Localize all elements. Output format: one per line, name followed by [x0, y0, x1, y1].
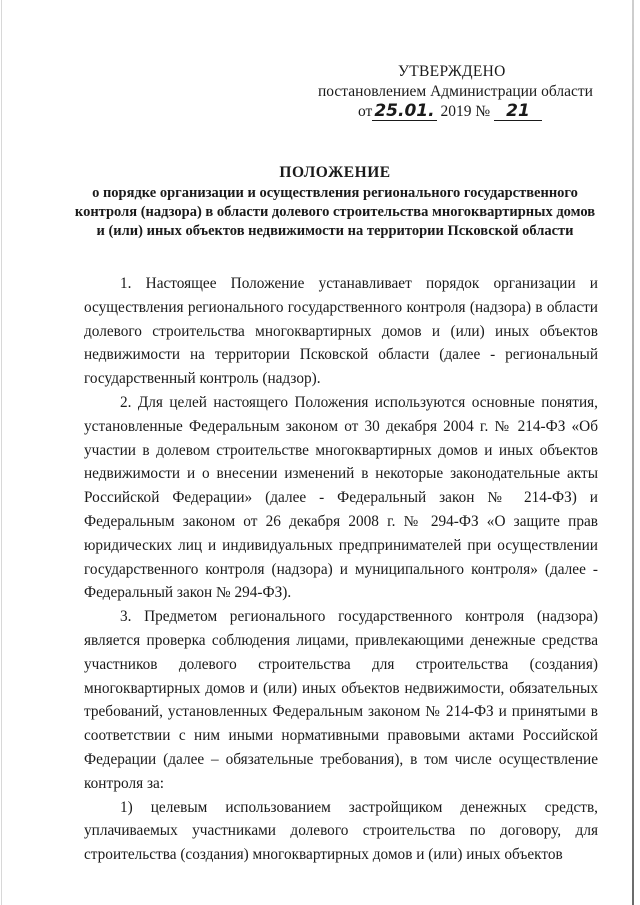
date-prefix: от [358, 103, 373, 120]
document-subtitle: о порядке организации и осуществления регионального государственного контроля (надзора) в области долевого строительства многоквартирных домов и (или) иных объектов недвижимости на территории Псковской области [74, 185, 596, 239]
approval-year: 2019 [440, 103, 472, 120]
document-title: ПОЛОЖЕНИЕ [279, 164, 391, 181]
scan-edge-left [1, 0, 2, 905]
paragraph-1: 1. Настоящее Положение устанавливает порядок организации и осуществления регионального государственного контроля (надзора) в области долевого строительства многоквартирных домов и (или) иных объектов недвижимости на территории Псковской области (далее - региональный государственный контроль (надзор). [84, 275, 598, 388]
handwritten-date: 25.01. [374, 101, 435, 121]
document-heading [70, 163, 600, 241]
approval-issuer: постановлением Администрации области [318, 83, 593, 100]
scan-edge-right [632, 0, 634, 905]
approval-stamp [300, 62, 600, 122]
number-sign: № [475, 103, 491, 120]
paragraph-3: 3. Предметом регионального государственного контроля (надзора) является проверка соблюдения лицами, привлекающими денежные средства участников долевого строительства для строительства (создания) многоквартирных домов и (или) иных объектов недвижимости, обязательных требований, установленных Федеральным законом № 214-ФЗ и принятыми в соответствии с ним иными нормативными правовыми актами Российской Федерации (далее – обязательные требования), в том числе осуществление контроля за: [84, 608, 598, 792]
handwritten-number: 21 [494, 102, 542, 121]
approval-dateline [358, 102, 600, 122]
document-body [84, 272, 598, 867]
paragraph-3-item-1: 1) целевым использованием застройщиком денежных средств, уплачиваемых участниками долевого строительства по договору, для строительства (создания) многоквартирных домов и (или) иных объектов [84, 798, 598, 864]
paragraph-2: 2. Для целей настоящего Положения используются основные понятия, установленные Федеральным законом от 30 декабря 2004 г. № 214-ФЗ «Об участии в долевом строительстве многоквартирных домов и иных объектов недвижимости и о внесении изменений в некоторые законодательные акты Российской Федерации» (далее - Федеральный закон № 214-ФЗ) и Федеральным законом от 26 декабря 2008 г. № 294-ФЗ «О защите прав юридических лиц и индивидуальных предпринимателей при осуществлении государственного контроля (надзора) и муниципального контроля» (далее - Федеральный закон № 294-ФЗ). [84, 393, 598, 602]
approval-title: УТВЕРЖДЕНО [398, 63, 506, 80]
